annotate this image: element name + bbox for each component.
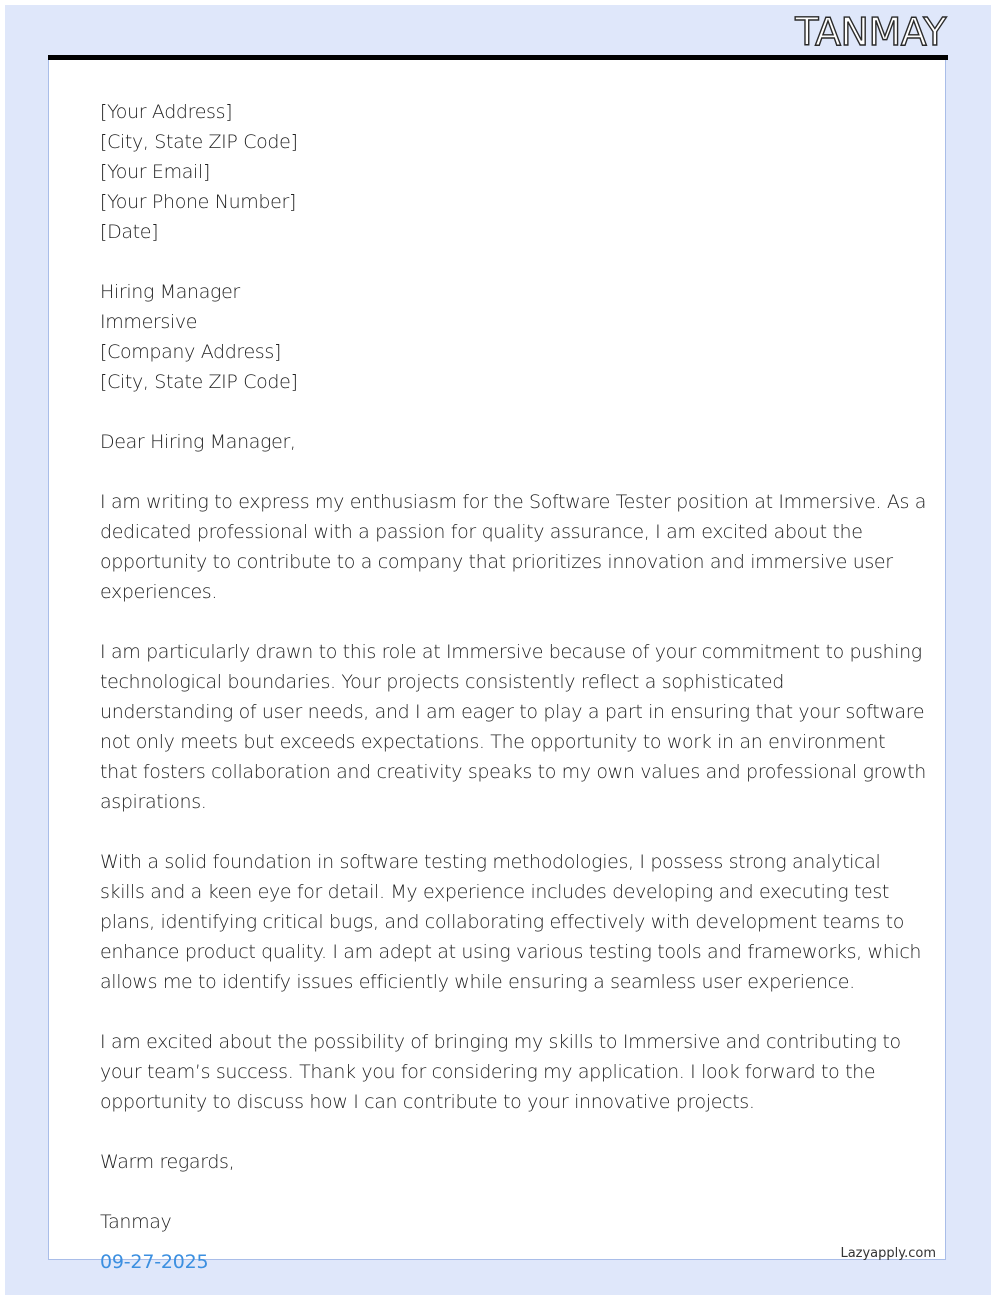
sender-city: [City, State ZIP Code] bbox=[100, 131, 298, 153]
paragraph-line: your team’s success. Thank you for considering my application. I look forward to the bbox=[100, 1061, 876, 1083]
paragraph-line: I am particularly drawn to this role at Immersive because of your commitment to pushing bbox=[100, 641, 922, 663]
sender-block bbox=[100, 97, 900, 247]
footer-date: 09-27-2025 bbox=[100, 1251, 209, 1273]
cover-letter-body bbox=[100, 97, 927, 1237]
salutation: Dear Hiring Manager, bbox=[100, 431, 296, 453]
recipient-title: Hiring Manager bbox=[100, 281, 240, 303]
sender-email: [Your Email] bbox=[100, 161, 210, 183]
paragraph-line: With a solid foundation in software testing methodologies, I possess strong analytical bbox=[100, 851, 881, 873]
paragraph-line: aspirations. bbox=[100, 791, 207, 813]
paragraph-line: not only meets but exceeds expectations. The opportunity to work in an environment bbox=[100, 731, 886, 753]
signature: Tanmay bbox=[100, 1211, 172, 1233]
paragraph-line: opportunity to contribute to a company that prioritizes innovation and immersive user bbox=[100, 551, 893, 573]
paragraph-line: allows me to identify issues efficiently while ensuring a seamless user experience. bbox=[100, 971, 855, 993]
paragraph-line: technological boundaries. Your projects consistently reflect a sophisticated bbox=[100, 671, 784, 693]
header-rule bbox=[48, 55, 948, 60]
paragraph-2 bbox=[100, 637, 926, 817]
paragraph-line: I am excited about the possibility of bringing my skills to Immersive and contributing to bbox=[100, 1031, 901, 1053]
paragraph-line: experiences. bbox=[100, 581, 218, 603]
paragraph-line: understanding of user needs, and I am eager to play a part in ensuring that your software bbox=[100, 701, 925, 723]
footer-site-link[interactable]: Lazyapply.com bbox=[840, 1246, 936, 1261]
sender-phone: [Your Phone Number] bbox=[100, 191, 296, 213]
paragraph-4 bbox=[100, 1027, 900, 1117]
brand-name: TANMAY bbox=[795, 10, 946, 54]
paragraph-line: that fosters collaboration and creativity speaks to my own values and professional growth bbox=[100, 761, 926, 783]
sender-date: [Date] bbox=[100, 221, 159, 243]
paragraph-1 bbox=[100, 487, 927, 607]
paragraph-3 bbox=[100, 847, 922, 997]
recipient-company: Immersive bbox=[100, 311, 198, 333]
recipient-address: [Company Address] bbox=[100, 341, 281, 363]
paragraph-line: dedicated professional with a passion for quality assurance, I am excited about the bbox=[100, 521, 863, 543]
recipient-city: [City, State ZIP Code] bbox=[100, 371, 298, 393]
paragraph-line: enhance product quality. I am adept at using various testing tools and frameworks, which bbox=[100, 941, 922, 963]
recipient-block bbox=[100, 277, 900, 397]
paragraph-line: skills and a keen eye for detail. My experience includes developing and executing test bbox=[100, 881, 890, 903]
closing: Warm regards, bbox=[100, 1151, 235, 1173]
paragraph-line: plans, identifying critical bugs, and collaborating effectively with development teams to bbox=[100, 911, 905, 933]
paragraph-line: opportunity to discuss how I can contribute to your innovative projects. bbox=[100, 1091, 755, 1113]
paragraph-line: I am writing to express my enthusiasm for the Software Tester position at Immersive. As a bbox=[100, 491, 927, 513]
sender-address: [Your Address] bbox=[100, 101, 233, 123]
